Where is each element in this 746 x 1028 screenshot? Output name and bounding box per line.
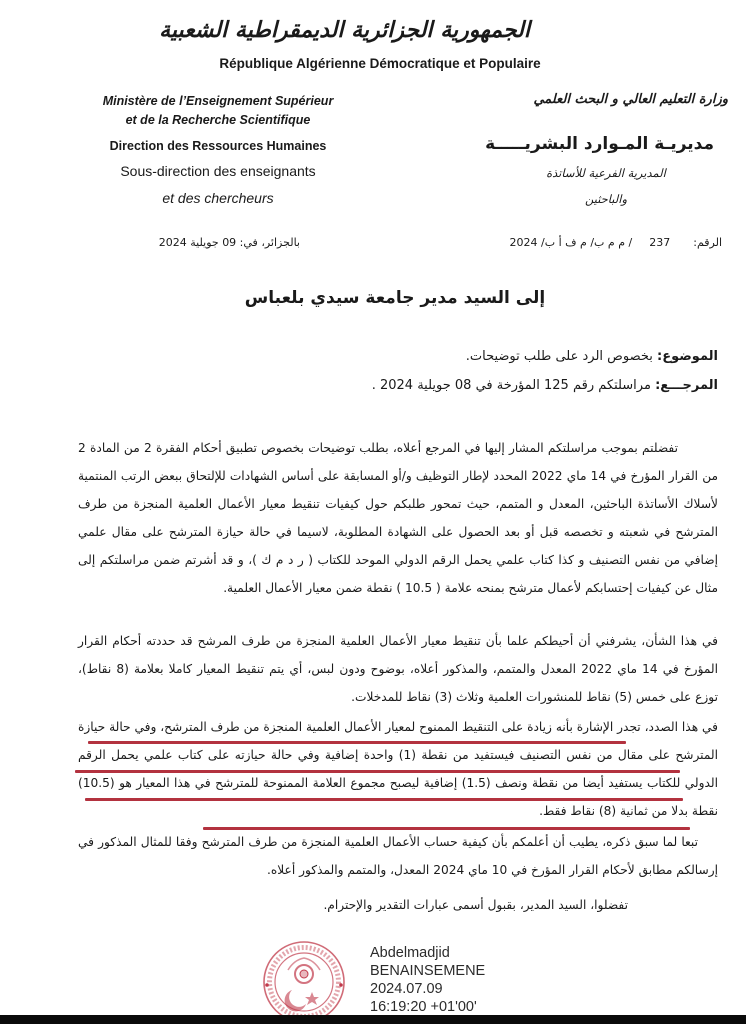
subject-label: الموضوع: [657, 349, 718, 364]
subdirection-arabic-line2: والباحثين [584, 192, 628, 206]
subject-line [158, 349, 718, 364]
reference-text: مراسلتكم رقم 125 المؤرخة في 08 جويلية 2024 . [371, 378, 656, 393]
signature-time: 16:19:20 +01'00' [370, 999, 477, 1015]
body-paragraph-4: تبعا لما سبق ذكره، يطيب أن أعلمكم بأن كيفية حساب الأعمال العلمية المنجزة من طرف المترشح وفقا للمثال المذكور في إرسالكم مطابق لأحكام القرار المؤرخ في 10 ماي 2024 المعدل، والمتمم والمذكور أعلاه. [78, 835, 718, 877]
bottom-black-bar [0, 1015, 746, 1024]
ministry-french-line2: et de la Recherche Scientifique [125, 113, 311, 127]
subdirection-french-line2: et des chercheurs [162, 190, 274, 206]
signer-first-name: Abdelmadjid [370, 945, 450, 961]
subdirection-arabic-line1: المديرية الفرعية للأساتذة [546, 166, 666, 180]
red-underline [88, 741, 626, 744]
digital-signature [370, 944, 520, 1016]
direction-arabic: مديريـة المـوارد البشريـــــة [485, 134, 714, 154]
reference-line [158, 378, 718, 393]
body-paragraph-1: تفضلتم بموجب مراسلتكم المشار إليها في المرجع أعلاه، بطلب توضيحات بخصوص تطبيق أحكام الفقرة 2 من المادة 2 من القرار المؤرخ في 14 ماي 2022 المحدد لإطار التوظيف و/أو المسابقة على أساس الشهادات للإلتحاق ببعض الرتب المنتمية لأسلاك الأساتذة الباحثين، المعدل و المتمم، حيث تمحور طلبكم حول كيفيات تنقيط معيار الأعمال العلمية المنجزة من طرف المترشح في شعبته و تخصصه قبل أو بعد الحصول على الشهادة المطلوبة، لاسيما في حالة حيازة المترشح على مقال علمي إضافي من نفس التصنيف و كذا كتاب علمي يحمل الرقم الدولي الموحد للكتاب ( ر د م ك )، و قد أشرتم ضمن مراسلتكم إلى مثال عن كيفيات إحتسابكم لأعمال مترشح بمنحه علامة ( 10.5 ) نقطة ضمن معيار الأعمال العلمية. [78, 441, 718, 595]
reference-number: 237 [649, 236, 671, 249]
body-paragraph-3-highlighted: في هذا الصدد، تجدر الإشارة بأنه زيادة على التنقيط الممنوح لمعيار الأعمال العلمية المنجزة من طرف المترشح، وفي حالة حيازة المترشح على مقال من نفس التصنيف فيستفيد من نقطة (1) واحدة إضافية وفي حالة حيازته على كتاب علمي يحمل الرقم الدولي للكتاب يستفيد أيضا من نقطة ونصف (1.5) إضافية ليصبح مجموع العلامة الممنوحة للمترشح في هذا المعيار هو (10.5) نقطة بدلا من ثمانية (8) نقاط فقط. [78, 720, 719, 818]
republic-title-arabic: الجمهورية الجزائرية الديمقراطية الشعبية [159, 18, 530, 43]
subdirection-french-line1: Sous-direction des enseignants [120, 163, 316, 179]
reference-label: المرجـــع: [655, 378, 718, 393]
reference-number-label: الرقم: [693, 236, 722, 249]
signer-last-name: BENAINSEMENE [370, 963, 486, 979]
republic-title-french: République Algérienne Démocratique et Populaire [219, 56, 541, 71]
letter-date: بالجزائر، في: 09 جويلية 2024 [158, 236, 300, 249]
body-paragraph-2: في هذا الشأن، يشرفني أن أحيطكم علما بأن تنقيط معيار الأعمال العلمية المنجزة من طرف المرشح قد حددته أحكام القرار المؤرخ في 14 ماي 2022 المعدل والمتمم، والمذكور أعلاه، بوضوح ودون لبس، أي يتم تنقيط المعيار كاملا بعلامة (8 نقاط)، توزع على خمس (5) نقاط للمنشورات العلمية وثلاث (3) نقاط للمدخلات. [78, 634, 719, 704]
ministry-arabic: وزارة التعليم العالي و البحث العلمي [533, 92, 728, 107]
reference-number-row [450, 236, 722, 249]
signature-date: 2024.07.09 [370, 981, 443, 997]
ministry-french-line1: Ministère de l’Enseignement Supérieur [102, 94, 334, 108]
official-stamp-icon [262, 940, 346, 1024]
subject-text: بخصوص الرد على طلب توضيحات. [465, 349, 657, 364]
direction-french: Direction des Ressources Humaines [109, 139, 327, 153]
closing-formula: تفضلوا، السيد المدير، بقبول أسمى عبارات التقدير والإحترام. [323, 898, 628, 912]
addressee: إلى السيد مدير جامعة سيدي بلعباس [244, 288, 546, 308]
reference-code: / م م ب/ م ف أ ب/ 2024 [509, 236, 633, 249]
red-underline [85, 798, 683, 801]
red-underline [75, 770, 680, 773]
